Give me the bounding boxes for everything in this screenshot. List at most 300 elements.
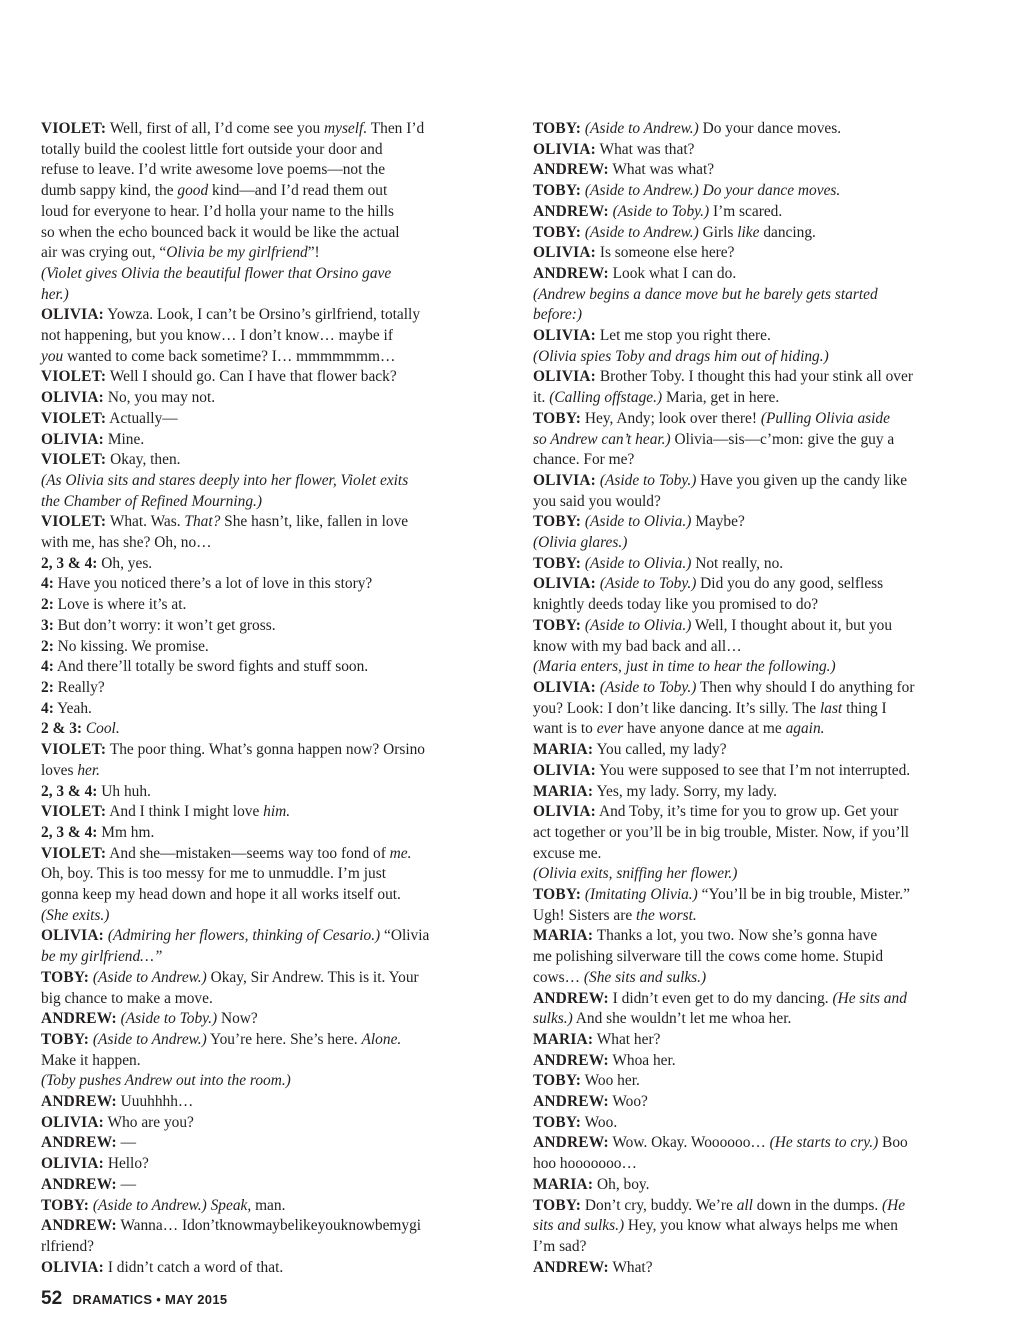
script-line	[533, 305, 985, 326]
speaker-name: TOBY:	[533, 886, 582, 904]
script-line	[533, 616, 985, 637]
script-line	[533, 595, 985, 616]
dialogue-text: you said you would?	[533, 492, 661, 510]
script-line	[533, 1258, 985, 1279]
script-line	[41, 1196, 493, 1217]
script-line	[533, 574, 985, 595]
stage-direction: (Aside to Andrew.)	[584, 120, 699, 137]
script-line	[41, 823, 493, 844]
stage-direction: (Pulling Olivia aside	[760, 409, 890, 427]
dialogue-text: Thanks a lot, you two. Now she’s gonna have	[593, 927, 878, 945]
speaker-name: 4:	[41, 699, 54, 717]
stage-direction: (Aside to Andrew.) Do your dance moves.	[584, 182, 841, 200]
script-line	[41, 1009, 493, 1030]
script-line	[41, 119, 493, 140]
dialogue-text: Have you noticed there’s a lot of love in this story?	[53, 575, 373, 593]
speaker-name: VIOLET:	[41, 513, 107, 531]
script-line	[533, 761, 985, 782]
dialogue-text: loud for everyone to hear. I’d holla your name to the hills	[41, 202, 395, 220]
script-line	[41, 347, 493, 368]
stage-direction: (Aside to Olivia.)	[584, 554, 692, 572]
dialogue-text: excuse me.	[533, 844, 602, 862]
script-line	[41, 243, 493, 264]
dialogue-text: And I think I might love	[106, 803, 264, 821]
stage-direction: him.	[263, 803, 291, 821]
dialogue-text: have anyone dance at me	[623, 720, 786, 738]
dialogue-text: with me, has she? Oh, no…	[41, 534, 212, 552]
stage-direction: (Olivia glares.)	[533, 534, 628, 552]
script-line	[41, 1113, 493, 1134]
script-line	[41, 926, 493, 947]
script-line	[41, 326, 493, 347]
speaker-name: MARIA:	[533, 741, 594, 759]
script-line	[533, 968, 985, 989]
dialogue-text: But don’t worry: it won’t get gross.	[53, 616, 276, 634]
speaker-name: 4:	[41, 658, 54, 676]
speaker-name: ANDREW:	[533, 264, 609, 282]
dialogue-text: Then why should I do anything for	[696, 678, 915, 696]
script-line	[41, 802, 493, 823]
speaker-name: TOBY:	[533, 554, 582, 572]
speaker-name: 2:	[41, 637, 54, 655]
dialogue-text: refuse to leave. I’d write awesome love poems—not the	[41, 161, 386, 179]
script-line	[41, 678, 493, 699]
stage-direction: sulks.)	[533, 1010, 573, 1028]
script-line	[533, 512, 985, 533]
dialogue-text: Who are you?	[103, 1113, 194, 1131]
stage-direction: good	[177, 182, 209, 200]
script-line	[41, 595, 493, 616]
script-line	[41, 968, 493, 989]
dialogue-text: Olivia—sis—c’mon: give the guy a	[670, 430, 895, 448]
speaker-name: ANDREW:	[41, 1175, 117, 1193]
dialogue-text: And she—mistaken—seems way too fond of	[106, 844, 390, 862]
speaker-name: OLIVIA:	[533, 327, 596, 345]
script-line	[533, 1092, 985, 1113]
dialogue-text: knightly deeds today like you promised to do?	[533, 596, 819, 614]
script-line	[41, 367, 493, 388]
dialogue-text: Let me stop you right there.	[595, 327, 771, 345]
dialogue-text: What was what?	[608, 161, 715, 179]
stage-direction: (Olivia spies Toby and drags him out of hiding.)	[533, 347, 829, 365]
speaker-name: TOBY:	[41, 1196, 90, 1214]
speaker-name: VIOLET:	[41, 120, 107, 137]
stage-direction: That?	[184, 513, 221, 531]
dialogue-text: Now?	[217, 1010, 258, 1028]
dialogue-text: Well, first of all, I’d come see you	[106, 120, 324, 137]
stage-direction: (Calling offstage.)	[549, 389, 663, 407]
dialogue-text: rlfriend?	[41, 1237, 94, 1255]
speaker-name: OLIVIA:	[41, 1155, 104, 1173]
dialogue-text: Do your dance moves.	[698, 120, 842, 137]
stage-direction: (Aside to Toby.)	[612, 202, 710, 220]
script-line	[41, 1154, 493, 1175]
script-line	[41, 761, 493, 782]
script-line	[533, 1030, 985, 1051]
stage-direction: be my girlfriend…”	[41, 948, 163, 966]
script-line	[41, 533, 493, 554]
dialogue-text: I’m scared.	[709, 202, 783, 220]
script-line	[533, 1196, 985, 1217]
script-line	[533, 160, 985, 181]
script-line	[41, 160, 493, 181]
script-line	[533, 1133, 985, 1154]
dialogue-text: —	[116, 1175, 137, 1193]
stage-direction: her.	[77, 761, 101, 779]
dialogue-text: not happening, but you know… I don’t know… maybe if	[41, 327, 393, 345]
script-line	[533, 719, 985, 740]
stage-direction: like	[737, 223, 760, 241]
script-line	[533, 657, 985, 678]
speaker-name: ANDREW:	[533, 1093, 609, 1111]
dialogue-text: dancing.	[759, 223, 816, 241]
dialogue-text: wanted to come back sometime? I… mmmmmmm…	[63, 347, 396, 365]
stage-direction: the worst.	[636, 906, 697, 924]
stage-direction: (Violet gives Olivia the beautiful flower that Orsino gave	[41, 264, 392, 282]
dialogue-text: I didn’t catch a word of that.	[103, 1258, 284, 1276]
script-line	[533, 678, 985, 699]
stage-direction: (Aside to Andrew.)	[92, 968, 207, 986]
script-line	[41, 616, 493, 637]
script-line	[533, 699, 985, 720]
page-number: 52	[41, 1288, 63, 1309]
script-line	[41, 1175, 493, 1196]
script-line	[41, 740, 493, 761]
dialogue-text: Hey, you know what always helps me when	[624, 1217, 898, 1235]
dialogue-text: Did you do any good, selfless	[696, 575, 884, 593]
script-line	[533, 1009, 985, 1030]
stage-direction: (She sits and sulks.)	[583, 968, 707, 986]
script-line	[41, 574, 493, 595]
script-line	[533, 264, 985, 285]
speaker-name: OLIVIA:	[533, 761, 596, 779]
stage-direction: so Andrew can’t hear.)	[533, 430, 671, 448]
stage-direction: you	[41, 347, 64, 365]
stage-direction: (Admiring her flowers, thinking of Cesario.)	[107, 927, 381, 945]
stage-direction: (Aside to Andrew.) Speak,	[92, 1196, 252, 1214]
script-line	[41, 1258, 493, 1279]
script-line	[41, 989, 493, 1010]
script-line	[41, 1030, 493, 1051]
dialogue-text: Maybe?	[691, 513, 745, 531]
speaker-name: VIOLET:	[41, 409, 107, 427]
dialogue-text: air was crying out, “	[41, 244, 167, 262]
script-line	[41, 885, 493, 906]
stage-direction: last	[819, 699, 843, 717]
dialogue-text: “You’ll be in big trouble, Mister.”	[697, 886, 910, 904]
script-line	[41, 140, 493, 161]
speaker-name: TOBY:	[533, 1113, 582, 1131]
stage-direction: me.	[389, 844, 412, 862]
script-line	[533, 243, 985, 264]
speaker-name: TOBY:	[533, 120, 582, 137]
script-line	[41, 864, 493, 885]
dialogue-text: down in the dumps.	[752, 1196, 883, 1214]
dialogue-text: What?	[608, 1258, 653, 1276]
script-line	[41, 450, 493, 471]
stage-direction: (Aside to Toby.)	[599, 471, 697, 489]
speaker-name: OLIVIA:	[533, 140, 596, 158]
speaker-name: ANDREW:	[41, 1010, 117, 1028]
stage-direction: (He starts to cry.)	[769, 1134, 879, 1152]
speaker-name: VIOLET:	[41, 844, 107, 862]
dialogue-text: Well I should go. Can I have that flower back?	[106, 368, 397, 386]
speaker-name: OLIVIA:	[533, 471, 596, 489]
dialogue-text: want is to	[533, 720, 597, 738]
speaker-name: 3:	[41, 616, 54, 634]
dialogue-text: Well, I thought about it, but you	[691, 616, 893, 634]
script-line	[533, 1071, 985, 1092]
speaker-name: MARIA:	[533, 782, 594, 800]
speaker-name: ANDREW:	[533, 1051, 609, 1069]
stage-direction: her.)	[41, 285, 69, 303]
dialogue-text: Uuuhhhh…	[116, 1093, 194, 1111]
speaker-name: VIOLET:	[41, 803, 107, 821]
speaker-name: TOBY:	[533, 1072, 582, 1090]
script-line	[41, 1051, 493, 1072]
dialogue-text: Mine.	[103, 430, 145, 448]
speaker-name: OLIVIA:	[41, 1258, 104, 1276]
dialogue-text: it.	[533, 389, 550, 407]
dialogue-text: What her?	[593, 1030, 661, 1048]
script-line	[533, 223, 985, 244]
speaker-name: OLIVIA:	[533, 678, 596, 696]
speaker-name: OLIVIA:	[533, 244, 596, 262]
script-line	[41, 657, 493, 678]
script-line	[41, 844, 493, 865]
script-line	[533, 1113, 985, 1134]
script-line	[41, 1092, 493, 1113]
script-line	[41, 202, 493, 223]
speaker-name: OLIVIA:	[41, 389, 104, 407]
dialogue-text: Girls	[698, 223, 738, 241]
stage-direction: (He	[882, 1196, 906, 1214]
script-line	[533, 554, 985, 575]
dialogue-text: Woo.	[581, 1113, 618, 1131]
script-line	[533, 637, 985, 658]
stage-direction: (Aside to Olivia.)	[584, 616, 692, 634]
dialogue-text: The poor thing. What’s gonna happen now? Orsino	[106, 741, 425, 759]
stage-direction: (Aside to Toby.)	[599, 678, 697, 696]
script-line	[533, 989, 985, 1010]
speaker-name: ANDREW:	[41, 1093, 117, 1111]
stage-direction: myself.	[324, 120, 368, 137]
dialogue-text: totally build the coolest little fort outside your door and	[41, 140, 383, 158]
script-line	[533, 119, 985, 140]
dialogue-text: Ugh! Sisters are	[533, 906, 637, 924]
stage-direction: (Toby pushes Andrew out into the room.)	[41, 1072, 291, 1090]
stage-direction: (She exits.)	[41, 906, 110, 924]
script-line	[41, 1133, 493, 1154]
stage-direction: (Olivia exits, sniffing her flower.)	[533, 865, 738, 883]
dialogue-text: No kissing. We promise.	[53, 637, 209, 655]
script-line	[41, 1216, 493, 1237]
speaker-name: 4:	[41, 575, 54, 593]
speaker-name: MARIA:	[533, 927, 594, 945]
dialogue-text: Oh, boy. This is too messy for me to unmuddle. I’m just	[41, 865, 386, 883]
dialogue-text: man.	[251, 1196, 286, 1214]
speaker-name: MARIA:	[533, 1030, 594, 1048]
dialogue-text: Actually—	[106, 409, 178, 427]
speaker-name: ANDREW:	[533, 1258, 609, 1276]
stage-direction: Cool.	[85, 720, 120, 738]
speaker-name: 2, 3 & 4:	[41, 823, 98, 841]
stage-direction: (Aside to Toby.)	[120, 1010, 218, 1028]
dialogue-text: Yes, my lady. Sorry, my lady.	[593, 782, 778, 800]
script-line	[533, 471, 985, 492]
dialogue-text: Yowza. Look, I can’t be Orsino’s girlfriend, totally	[103, 306, 421, 324]
speaker-name: VIOLET:	[41, 741, 107, 759]
speaker-name: TOBY:	[533, 182, 582, 200]
dialogue-text: What. Was.	[106, 513, 185, 531]
dialogue-text: loves	[41, 761, 78, 779]
dialogue-text: Maria, get in here.	[662, 389, 780, 407]
dialogue-text: Hey, Andy; look over there!	[581, 409, 761, 427]
dialogue-text: Oh, boy.	[593, 1175, 650, 1193]
dialogue-text: thing I	[842, 699, 887, 717]
dialogue-text: You’re here. She’s here.	[206, 1030, 362, 1048]
script-line	[533, 140, 985, 161]
script-line	[41, 782, 493, 803]
stage-direction: (Maria enters, just in time to hear the following.)	[533, 658, 836, 676]
speaker-name: MARIA:	[533, 1175, 594, 1193]
script-line	[533, 202, 985, 223]
speaker-name: 2, 3 & 4:	[41, 782, 98, 800]
speaker-name: OLIVIA:	[533, 803, 596, 821]
dialogue-text: Woo her.	[581, 1072, 640, 1090]
stage-direction: again.	[785, 720, 825, 738]
script-line	[533, 347, 985, 368]
dialogue-text: kind—and I’d read them out	[208, 182, 388, 200]
script-line	[41, 181, 493, 202]
speaker-name: OLIVIA:	[41, 430, 104, 448]
script-line	[533, 740, 985, 761]
script-line	[533, 409, 985, 430]
left-column	[41, 119, 493, 1278]
dialogue-text: Don’t cry, buddy. We’re	[581, 1196, 737, 1214]
dialogue-text: Mm hm.	[97, 823, 155, 841]
script-line	[533, 450, 985, 471]
speaker-name: OLIVIA:	[41, 927, 104, 945]
dialogue-text: You were supposed to see that I’m not interrupted.	[595, 761, 911, 779]
dialogue-text: —	[116, 1134, 137, 1152]
script-line	[533, 367, 985, 388]
stage-direction: Olivia be my girlfriend	[166, 244, 308, 262]
dialogue-text: ”!	[307, 244, 320, 262]
script-line	[41, 906, 493, 927]
stage-direction: before:)	[533, 306, 582, 324]
script-line	[533, 285, 985, 306]
magazine-issue: DRAMATICS • MAY 2015	[72, 1292, 228, 1307]
dialogue-text: Love is where it’s at.	[53, 596, 187, 614]
script-line	[41, 285, 493, 306]
speaker-name: ANDREW:	[41, 1134, 117, 1152]
dialogue-text: Not really, no.	[691, 554, 784, 572]
stage-direction: (Aside to Andrew.)	[92, 1030, 207, 1048]
dialogue-text: know with my bad back and all…	[533, 637, 742, 655]
script-line	[533, 782, 985, 803]
script-line	[533, 533, 985, 554]
stage-direction: (Andrew begins a dance move but he barely gets started	[533, 285, 878, 303]
dialogue-text: Hello?	[103, 1155, 149, 1173]
script-line	[41, 699, 493, 720]
script-line	[533, 947, 985, 968]
stage-direction: Alone.	[361, 1030, 402, 1048]
dialogue-text: Okay, Sir Andrew. This is it. Your	[206, 968, 419, 986]
dialogue-text: act together or you’ll be in big trouble, Mister. Now, if you’ll	[533, 823, 909, 841]
dialogue-text: you? Look: I don’t like dancing. It’s silly. The	[533, 699, 820, 717]
dialogue-text: Wanna… Idon’tknowmaybelikeyouknowbemygi	[116, 1217, 422, 1235]
script-line	[533, 1237, 985, 1258]
speaker-name: OLIVIA:	[533, 368, 596, 386]
dialogue-text: chance. For me?	[533, 451, 635, 469]
stage-direction: (Aside to Andrew.)	[584, 223, 699, 241]
script-line	[41, 471, 493, 492]
script-line	[533, 1175, 985, 1196]
script-line	[41, 1071, 493, 1092]
speaker-name: OLIVIA:	[41, 1113, 104, 1131]
stage-direction: (Aside to Olivia.)	[584, 513, 692, 531]
speaker-name: 2, 3 & 4:	[41, 554, 98, 572]
script-line	[41, 554, 493, 575]
dialogue-text: Oh, yes.	[97, 554, 153, 572]
script-line	[41, 1237, 493, 1258]
dialogue-text: You called, my lady?	[593, 741, 727, 759]
dialogue-text: Make it happen.	[41, 1051, 141, 1069]
script-line	[533, 492, 985, 513]
dialogue-text: She hasn’t, like, fallen in love	[220, 513, 409, 531]
dialogue-text: Uh huh.	[97, 782, 151, 800]
script-line	[533, 926, 985, 947]
script-line	[533, 844, 985, 865]
speaker-name: ANDREW:	[533, 989, 609, 1007]
speaker-name: OLIVIA:	[41, 306, 104, 324]
script-line	[41, 512, 493, 533]
speaker-name: OLIVIA:	[533, 575, 596, 593]
stage-direction: ever	[596, 720, 624, 738]
script-line	[41, 430, 493, 451]
dialogue-text: No, you may not.	[103, 389, 216, 407]
dialogue-text: Then I’d	[367, 120, 425, 137]
dialogue-text: Whoa her.	[608, 1051, 676, 1069]
dialogue-text: I didn’t even get to do my dancing.	[608, 989, 833, 1007]
stage-direction: sits and sulks.)	[533, 1217, 625, 1235]
dialogue-text: dumb sappy kind, the	[41, 182, 178, 200]
script-line	[533, 1154, 985, 1175]
speaker-name: TOBY:	[533, 513, 582, 531]
script-line	[533, 1216, 985, 1237]
script-line	[533, 1051, 985, 1072]
speaker-name: TOBY:	[41, 1030, 90, 1048]
script-line	[533, 823, 985, 844]
dialogue-text: Woo?	[608, 1093, 648, 1111]
speaker-name: TOBY:	[533, 1196, 582, 1214]
script-line	[41, 637, 493, 658]
script-line	[533, 326, 985, 347]
script-line	[533, 885, 985, 906]
dialogue-text: Okay, then.	[106, 451, 181, 469]
speaker-name: VIOLET:	[41, 451, 107, 469]
dialogue-text: “Olivia	[380, 927, 430, 945]
stage-direction: (Aside to Toby.)	[599, 575, 697, 593]
script-line	[533, 430, 985, 451]
speaker-name: 2 & 3:	[41, 720, 83, 738]
dialogue-text: Really?	[53, 678, 105, 696]
script-line	[533, 181, 985, 202]
speaker-name: ANDREW:	[533, 202, 609, 220]
stage-direction: the Chamber of Refined Mourning.)	[41, 492, 262, 510]
script-line	[533, 802, 985, 823]
